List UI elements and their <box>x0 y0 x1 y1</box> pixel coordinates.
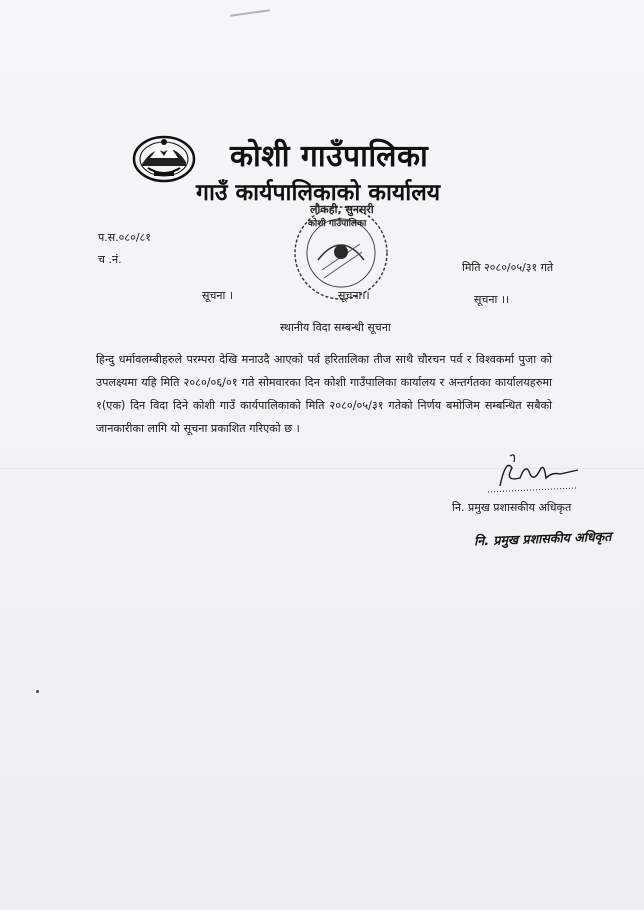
notice-body: हिन्दु धर्मावलम्बीहरुले परम्परा देखि मनाउदै आएको पर्व हरितालिका तीज साथै चौरचन पर्व र विश्वकर्मा पुजा को उपलक्ष्यमा यहि मिति २०८०/०६/०१ गते सोमवारका दिन कोशी गाउँपालिका कार्यालय र अन्तर्गतका कार्यालयहरुमा १(एक) दिन विदा दिने कोशी गाउँ कार्यपालिकाको मिति २०८०/०५/३१ गतेको निर्णय बमोजिम सम्बन्धित सबैको जानकारीका लागि यो सूचना प्रकाशित गरिएको छ । <box>96 353 552 435</box>
document-date: मिति २०८०/०५/३१ गते <box>462 261 554 274</box>
paper-crease <box>230 9 270 17</box>
reference-number: प.स.०८०/८१ <box>98 231 151 244</box>
notice-label-2: सूचना।। <box>338 289 370 302</box>
stamp-line-1: लौकही, सुनसरी <box>310 203 374 216</box>
signatory-title: नि. प्रमुख प्रशासकीय अधिकृत <box>452 501 572 514</box>
office-title: कोशी गाउँपालिका <box>230 139 429 174</box>
handwritten-signature <box>480 448 580 498</box>
notice-label-1: सूचना । <box>202 289 234 302</box>
notice-subject: स्थानीय विदा सम्बन्धी सूचना <box>280 321 391 334</box>
office-subtitle: गाउँ कार्यपालिकाको कार्यालय <box>196 180 441 206</box>
signatory-stamp: नि. प्रमुख प्रशासकीय अधिकृत <box>473 528 612 549</box>
nepal-government-emblem-icon <box>132 134 196 184</box>
paper-speck <box>36 690 39 693</box>
notice-label-3: सूचना ।। <box>474 293 510 306</box>
stamp-line-2: कोशी गाउँपालिका <box>308 219 367 229</box>
dispatch-number: च .नं. <box>98 253 122 266</box>
